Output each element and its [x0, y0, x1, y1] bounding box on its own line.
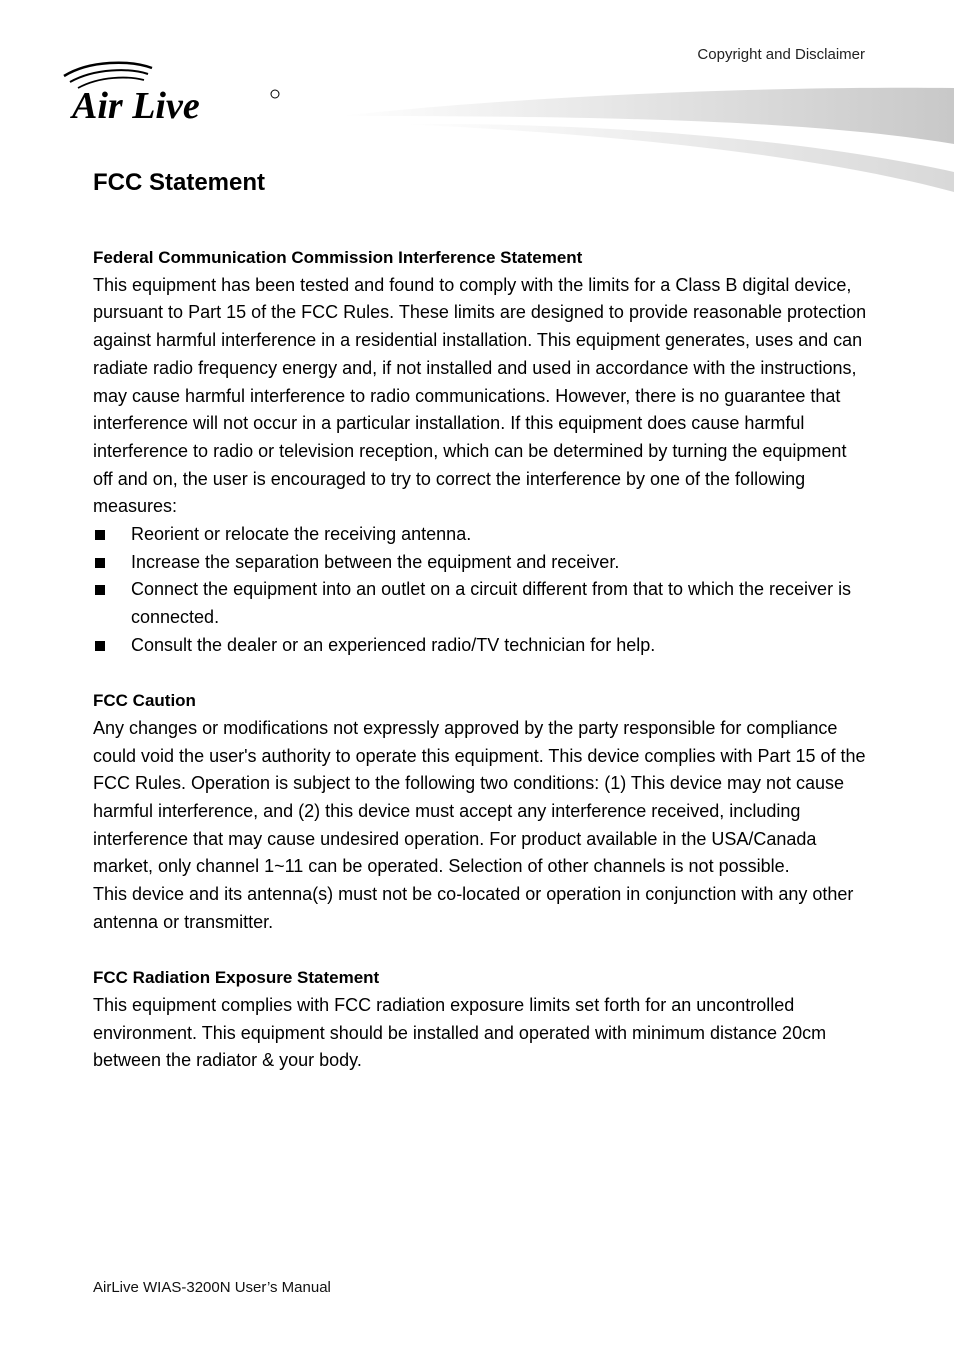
list-item: Reorient or relocate the receiving antenna.	[93, 521, 868, 549]
square-bullet-icon	[95, 641, 105, 651]
list-item: Increase the separation between the equipment and receiver.	[93, 549, 868, 577]
paragraph: This device and its antenna(s) must not be co-located or operation in conjunction with any other antenna or transmitter.	[93, 884, 854, 932]
paragraph: Any changes or modifications not expressly approved by the party responsible for compliance could void the user's authority to operate this equipment. This device complies with Part 15 of the FCC Rules. Operation is subject to the following two conditions: (1) This device may not cause harmful interference, and (2) this device must accept any interference received, including interference that may cause undesired operation. For product available in the USA/Canada market, only channel 1~11 can be operated. Selection of other channels is not possible.	[93, 717, 866, 877]
section-heading-caution: FCC Caution	[93, 691, 196, 711]
measures-list	[93, 521, 868, 660]
section-heading-interference: Federal Communication Commission Interference Statement	[93, 248, 583, 267]
paragraph: This equipment complies with FCC radiation exposure limits set forth for an uncontrolled environment. This equipment should be installed and operated with minimum distance 20cm between the radiator & your body.	[93, 994, 827, 1071]
paragraph: This equipment has been tested and found to comply with the limits for a Class B digital device, pursuant to Part 15 of the FCC Rules. These limits are designed to provide reasonable protection against harmful interference in a residential installation. This equipment generates, uses and can radiate radio frequency energy and, if not installed and used in accordance with the instructions, may cause harmful interference to radio communications. However, there is no guarantee that interference will not occur in a particular installation. If this equipment does cause harmful interference to radio or television reception, which can be determined by turning the equipment off and on, the user is encouraged to try to correct the interference by one of the following measures:	[93, 274, 867, 517]
document-body	[93, 166, 868, 1075]
square-bullet-icon	[95, 530, 105, 540]
running-footer: AirLive WIAS-3200N User’s Manual	[93, 1279, 331, 1296]
svg-text:Air Live: Air Live	[72, 85, 200, 127]
square-bullet-icon	[95, 558, 105, 568]
section-heading-radiation: FCC Radiation Exposure Statement	[93, 968, 380, 988]
list-item: Consult the dealer or an experienced radio/TV technician for help.	[93, 632, 868, 660]
square-bullet-icon	[95, 585, 105, 595]
airlive-logo	[60, 58, 290, 128]
running-header: Copyright and Disclaimer	[697, 46, 865, 63]
list-item: Connect the equipment into an outlet on a circuit different from that to which the receiver is connected.	[93, 576, 868, 631]
page-title: FCC Statement	[93, 169, 266, 196]
